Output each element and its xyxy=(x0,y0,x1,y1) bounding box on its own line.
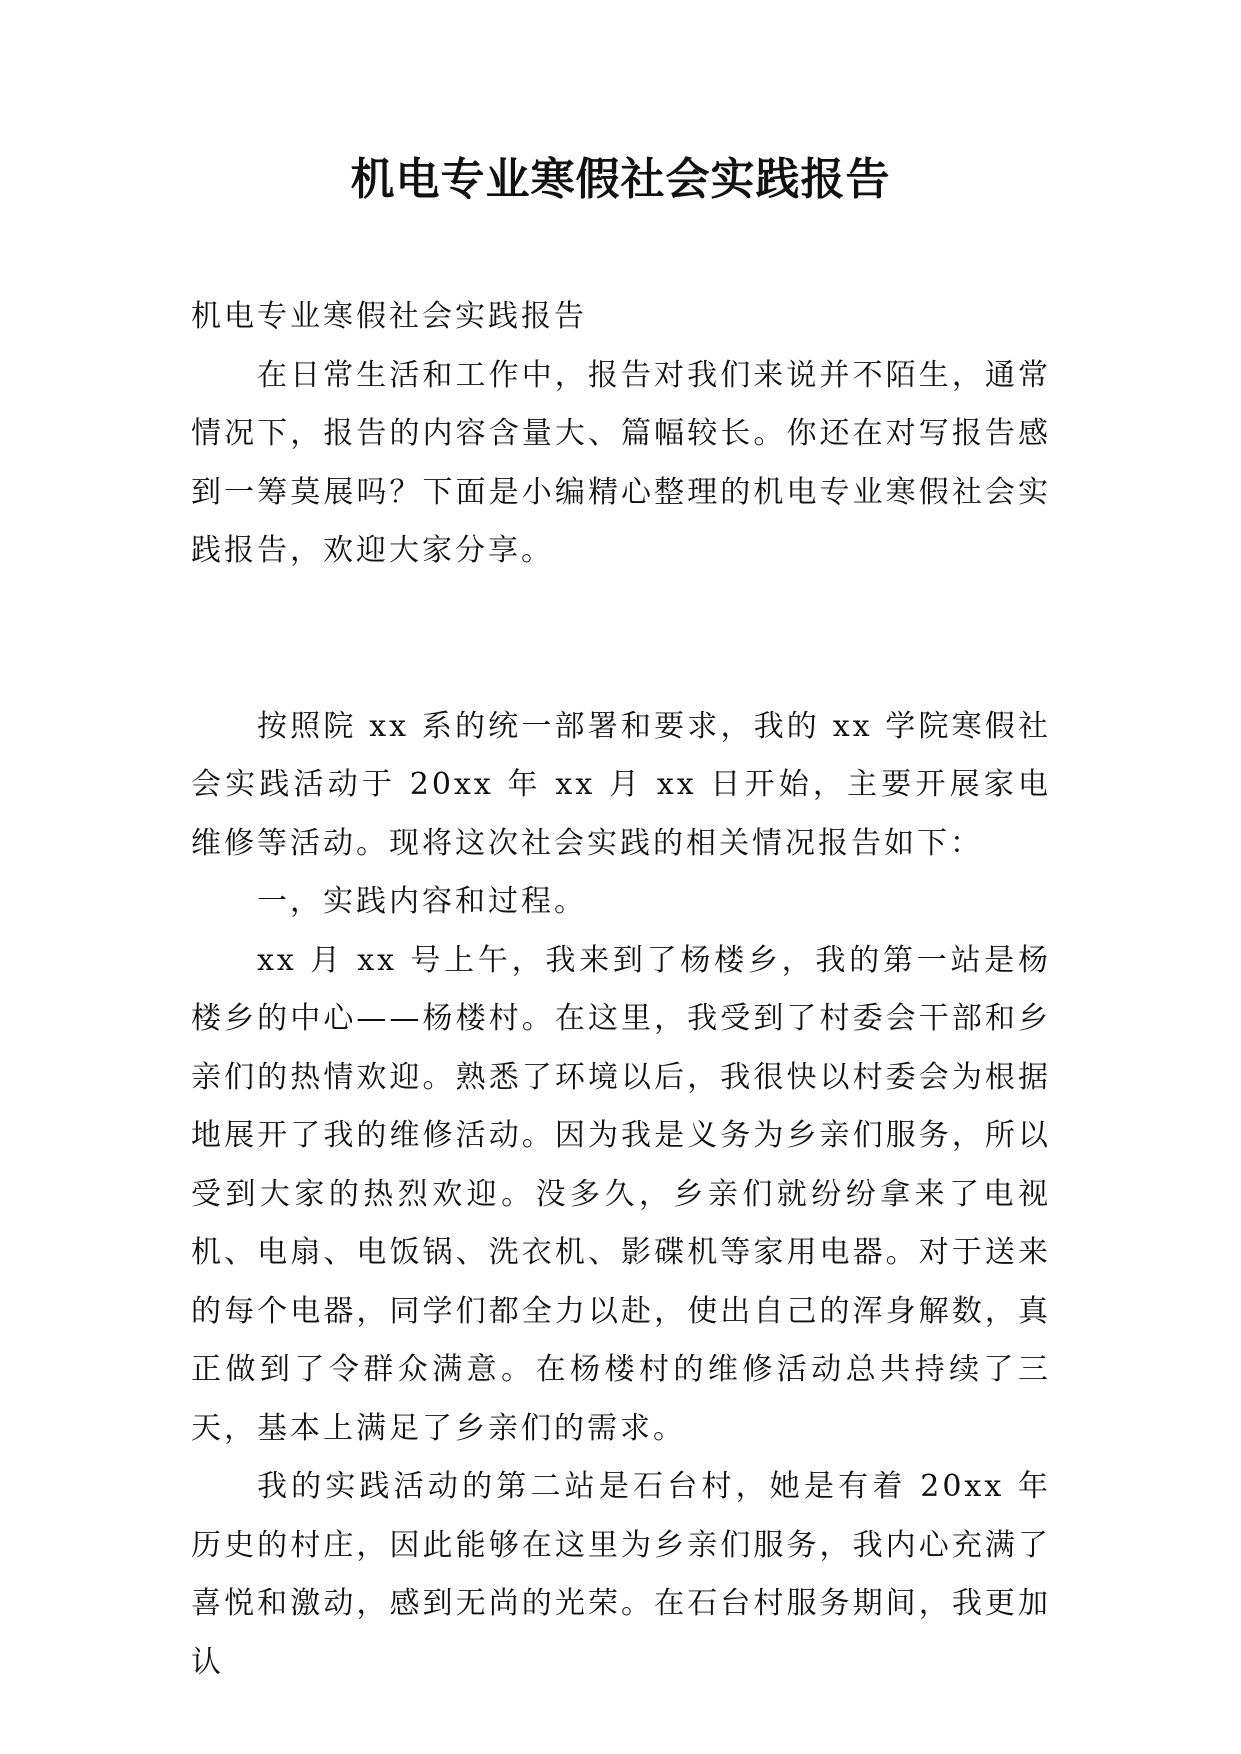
paragraph-second-stop: 我的实践活动的第二站是石台村，她是有着 20xx 年历史的村庄，因此能够在这里为乡亲们服务，我内心充满了喜悦和激动，感到无尚的光荣。在石台村服务期间，我更加认 xyxy=(191,1469,1051,1680)
paragraph-overview: 按照院 xx 系的统一部署和要求，我的 xx 学院寒假社会实践活动于 20xx 年 xx 月 xx 日开始，主要开展家电维修等活动。现将这次社会实践的相关情况报告如下： xyxy=(191,708,1051,861)
paragraph-intro: 在日常生活和工作中，报告对我们来说并不陌生，通常情况下，报告的内容含量大、篇幅较长。你还在对写报告感到一筹莫展吗？下面是小编精心整理的机电专业寒假社会实践报告，欢迎大家分享。 xyxy=(191,357,1051,568)
document-title: 机电专业寒假社会实践报告 xyxy=(350,154,891,205)
document-body xyxy=(191,288,1051,1692)
section-heading: 一，实践内容和过程。 xyxy=(257,884,587,919)
paragraph-spacer xyxy=(191,581,1051,698)
paragraph-first-stop: xx 月 xx 号上午，我来到了杨楼乡，我的第一站是杨楼乡的中心——杨楼村。在这里，我受到了村委会干部和乡亲们的热情欢迎。熟悉了环境以后，我很快以村委会为根据地展开了我的维修活动。因为我是义务为乡亲们服务，所以受到大家的热烈欢迎。没多久，乡亲们就纷纷拿来了电视机、电扇、电饭锅、洗衣机、影碟机等家用电器。对于送来的每个电器，同学们都全力以赴，使出自己的浑身解数，真正做到了令群众满意。在杨楼村的维修活动总共持续了三天，基本上满足了乡亲们的需求。 xyxy=(191,942,1051,1446)
document-subtitle: 机电专业寒假社会实践报告 xyxy=(191,299,587,334)
